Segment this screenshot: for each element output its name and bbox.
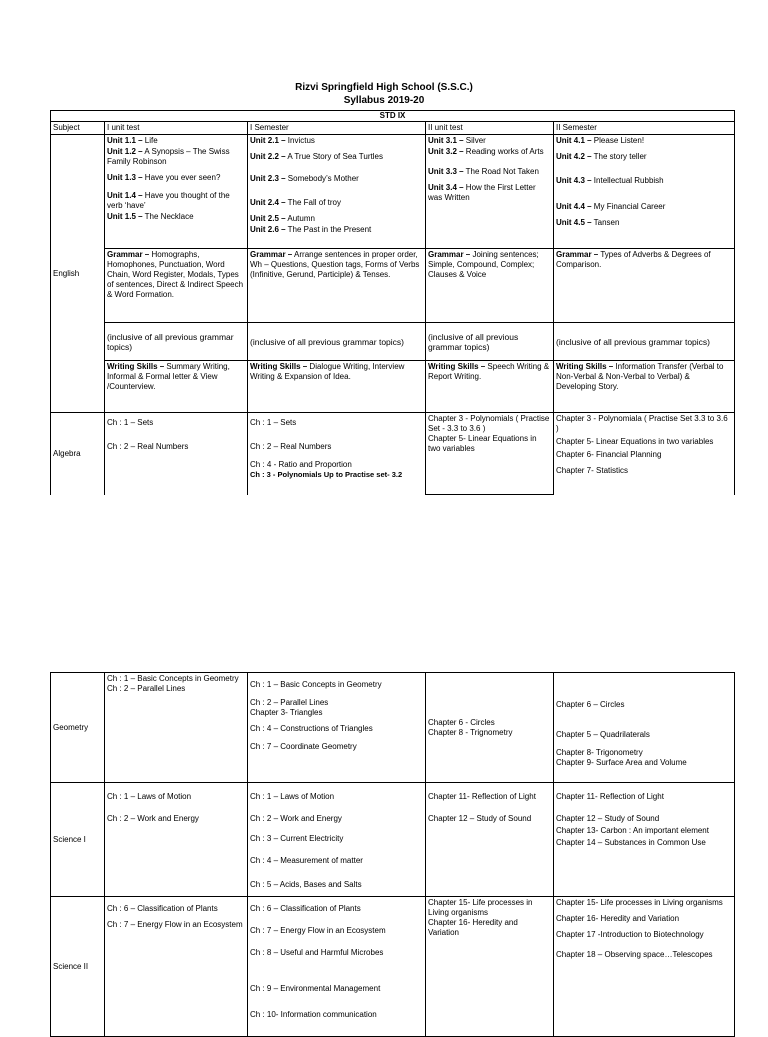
school-title: Rizvi Springfield High School (S.S.C.) — [295, 82, 473, 93]
english-semester-2-grammar: Grammar – Types of Adverbs & Degrees of Comparison. — [554, 249, 735, 323]
col-header-unit-test-1: I unit test — [105, 122, 248, 135]
subject-science-2: Science II — [51, 897, 105, 1037]
col-header-unit-test-2: II unit test — [426, 122, 554, 135]
english-semester-2-writing: Writing Skills – Information Transfer (Verbal to Non-Verbal & Non-Verbal to Verbal) & Developing Story. — [554, 361, 735, 413]
science-2-unit-test-2: Chapter 15- Life processes in Living organisms Chapter 16- Heredity and Variation — [426, 897, 554, 1037]
science-1-semester-1: Ch : 1 – Laws of Motion Ch : 2 – Work and Energy Ch : 3 – Current Electricity Ch : 4 – Measurement of matter Ch : 5 – Acids, Bases and Salts — [248, 783, 426, 897]
english-unit-test-2-units: Unit 3.1 – Silver Unit 3.2 – Reading works of Arts Unit 3.3 – The Road Not Taken Unit 3.4 – How the First Letter was Written — [426, 135, 554, 249]
english-unit-test-1-grammar: Grammar – Homographs, Homophones, Punctuation, Word Chain, Word Register, Modals, Types of sentences, Direct & Indirect Speech & Word Formation. — [105, 249, 248, 323]
english-unit-test-1-units: Unit 1.1 – Life Unit 1.2 – A Synopsis – The Swiss Family Robinson Unit 1.3 – Have you ever seen? Unit 1.4 – Have you thought of the verb ‘have’ Unit 1.5 – The Necklace — [105, 135, 248, 249]
geometry-semester-2: Chapter 6 – Circles Chapter 5 – Quadrilaterals Chapter 8- Trigonometry Chapter 9- Surface Area and Volume — [554, 673, 735, 783]
science-1-unit-test-1: Ch : 1 – Laws of Motion Ch : 2 – Work and Energy — [105, 783, 248, 897]
english-unit-test-1-writing: Writing Skills – Summary Writing, Informal & Formal letter & View /Counterview. — [105, 361, 248, 413]
english-unit-test-2-writing: Writing Skills – Speech Writing & Report Writing. — [426, 361, 554, 413]
subject-geometry: Geometry — [51, 673, 105, 783]
col-header-semester-2: II Semester — [554, 122, 735, 135]
english-semester-1-inclusive: (inclusive of all previous grammar topics) — [248, 323, 426, 361]
english-unit-test-2-inclusive: (inclusive of all previous grammar topics) — [426, 323, 554, 361]
science-2-semester-1: Ch : 6 – Classification of Plants Ch : 7 – Energy Flow in an Ecosystem Ch : 8 – Useful and Harmful Microbes Ch : 9 – Environmental Management Ch : 10- Information communication — [248, 897, 426, 1037]
english-unit-test-2-grammar: Grammar – Joining sentences; Simple, Compound, Complex; Clauses & Voice — [426, 249, 554, 323]
english-unit-test-1-inclusive: (inclusive of all previous grammar topics) — [105, 323, 248, 361]
science-2-unit-test-1: Ch : 6 – Classification of Plants Ch : 7 – Energy Flow in an Ecosystem — [105, 897, 248, 1037]
syllabus-title: Syllabus 2019-20 — [343, 95, 425, 106]
subject-algebra: Algebra — [51, 413, 105, 495]
science-1-semester-2: Chapter 11- Reflection of Light Chapter 12 – Study of Sound Chapter 13- Carbon : An important element Chapter 14 – Substances in Common Use — [554, 783, 735, 897]
syllabus-table-part-1 — [50, 110, 735, 495]
subject-english: English — [51, 135, 105, 413]
std-label: STD IX — [51, 111, 735, 122]
english-semester-1-writing: Writing Skills – Dialogue Writing, Interview Writing & Expansion of Idea. — [248, 361, 426, 413]
english-semester-2-units: Unit 4.1 – Please Listen! Unit 4.2 – The story teller Unit 4.3 – Intellectual Rubbish Unit 4.4 – My Financial Career Unit 4.5 – Tansen — [554, 135, 735, 249]
col-header-subject: Subject — [51, 122, 105, 135]
algebra-unit-test-2: Chapter 3 - Polynomials ( Practise Set - 3.3 to 3.6 ) Chapter 5- Linear Equations in two variables — [426, 413, 554, 495]
science-2-semester-2: Chapter 15- Life processes in Living organisms Chapter 16- Heredity and Variation Chapter 17 -Introduction to Biotechnology Chapter 18 – Observing space…Telescopes — [554, 897, 735, 1037]
algebra-semester-1: Ch : 1 – Sets Ch : 2 – Real Numbers Ch : 4 - Ratio and Proportion Ch : 3 - Polynomials Up to Practise set- 3.2 — [248, 413, 426, 495]
syllabus-table-part-2 — [50, 672, 735, 1037]
english-semester-1-units: Unit 2.1 – Invictus Unit 2.2 – A True Story of Sea Turtles Unit 2.3 – Somebody’s Mother Unit 2.4 – The Fall of troy Unit 2.5 – Autumn Unit 2.6 – The Past in the Present — [248, 135, 426, 249]
algebra-unit-test-1: Ch : 1 – Sets Ch : 2 – Real Numbers — [105, 413, 248, 495]
english-semester-2-inclusive: (inclusive of all previous grammar topics) — [554, 323, 735, 361]
science-1-unit-test-2: Chapter 11- Reflection of Light Chapter 12 – Study of Sound — [426, 783, 554, 897]
geometry-semester-1: Ch : 1 – Basic Concepts in Geometry Ch : 2 – Parallel Lines Chapter 3- Triangles Ch : 4 – Constructions of Triangles Ch : 7 – Coordinate Geometry — [248, 673, 426, 783]
algebra-semester-2: Chapter 3 - Polynomiala ( Practise Set 3.3 to 3.6 ) Chapter 5- Linear Equations in two variables Chapter 6- Financial Planning Chapter 7- Statistics — [554, 413, 735, 495]
col-header-semester-1: I Semester — [248, 122, 426, 135]
geometry-unit-test-1: Ch : 1 – Basic Concepts in Geometry Ch : 2 – Parallel Lines — [105, 673, 248, 783]
english-semester-1-grammar: Grammar – Arrange sentences in proper order, Wh – Questions, Question tags, Forms of Verbs (Infinitive, Gerund, Participle) & Tenses. — [248, 249, 426, 323]
subject-science-1: Science I — [51, 783, 105, 897]
geometry-unit-test-2: Chapter 6 - Circles Chapter 8 - Trignometry — [426, 673, 554, 783]
